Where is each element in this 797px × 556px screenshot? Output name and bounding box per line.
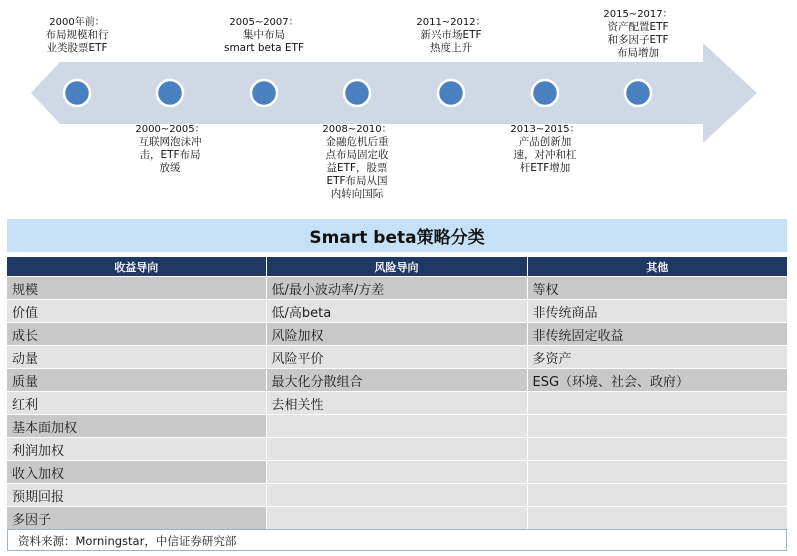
- table-cell: [266, 484, 527, 507]
- table-row: [7, 346, 787, 369]
- table-header-row: [7, 257, 787, 277]
- table-row: [7, 415, 787, 438]
- table-row: [7, 438, 787, 461]
- table-cell: [527, 461, 787, 484]
- timeline-dot: [64, 80, 90, 106]
- milestone-period: 2005~2007：: [229, 17, 299, 28]
- table-cell: 低/最小波动率/方差: [266, 277, 527, 300]
- timeline: [0, 0, 797, 215]
- table-cell: [527, 484, 787, 507]
- timeline-milestone: [22, 16, 132, 55]
- timeline-dot: [532, 80, 558, 106]
- table-cell: 去相关性: [266, 392, 527, 415]
- table-row: [7, 392, 787, 415]
- milestone-period: 2011~2012：: [416, 17, 486, 28]
- milestone-description: 金融危机后重 点布局固定收 益ETF，股票 ETF布局从国 内转向国际: [325, 136, 389, 200]
- table-row: [7, 484, 787, 507]
- table-cell: [266, 507, 527, 530]
- table-cell: ESG（环境、社会、政府）: [527, 369, 787, 392]
- header-return: 收益导向: [7, 257, 266, 277]
- table-cell: [266, 415, 527, 438]
- timeline-milestone: [490, 123, 600, 175]
- milestone-period: 2013~2015：: [510, 124, 580, 135]
- table-cell: 动量: [7, 346, 266, 369]
- header-other: 其他: [527, 257, 787, 277]
- milestone-period: 2000年前：: [49, 17, 105, 28]
- timeline-milestone: [209, 16, 319, 55]
- table-row: [7, 300, 787, 323]
- table-cell: 多资产: [527, 346, 787, 369]
- timeline-milestone: [302, 123, 412, 201]
- table-cell: 非传统商品: [527, 300, 787, 323]
- table-row: [7, 461, 787, 484]
- table-cell: 价值: [7, 300, 266, 323]
- table-cell: 等权: [527, 277, 787, 300]
- table-cell: 质量: [7, 369, 266, 392]
- table-title: Smart beta策略分类: [7, 219, 787, 252]
- table-cell: 非传统固定收益: [527, 323, 787, 346]
- timeline-dot: [344, 80, 370, 106]
- source-note: 资料来源：Morningstar，中信证券研究部: [7, 529, 787, 551]
- table-cell: 成长: [7, 323, 266, 346]
- table-cell: [527, 415, 787, 438]
- table-cell: 最大化分散组合: [266, 369, 527, 392]
- table-cell: 规模: [7, 277, 266, 300]
- table-cell: 利润加权: [7, 438, 266, 461]
- timeline-dot: [251, 80, 277, 106]
- milestone-period: 2000~2005：: [135, 124, 205, 135]
- table-cell: 收入加权: [7, 461, 266, 484]
- table-cell: 低/高beta: [266, 300, 527, 323]
- table-row: [7, 323, 787, 346]
- timeline-dot: [625, 80, 651, 106]
- table-cell: 预期回报: [7, 484, 266, 507]
- milestone-period: 2008~2010：: [322, 124, 392, 135]
- timeline-milestone: [115, 123, 225, 175]
- timeline-dot: [438, 80, 464, 106]
- milestone-period: 2015~2017：: [603, 9, 673, 20]
- table-cell: [527, 392, 787, 415]
- milestone-description: 集中布局 smart beta ETF: [223, 29, 304, 54]
- table-cell: [266, 438, 527, 461]
- table-cell: 红利: [7, 392, 266, 415]
- timeline-milestone: [583, 8, 693, 60]
- header-risk: 风险导向: [266, 257, 527, 277]
- milestone-description: 布局规模和行 业类股票ETF: [45, 29, 109, 54]
- timeline-dot: [157, 80, 183, 106]
- table-cell: 风险平价: [266, 346, 527, 369]
- milestone-description: 互联网泡沫冲 击，ETF布局 放缓: [138, 136, 202, 174]
- table-cell: [527, 438, 787, 461]
- table-row: [7, 369, 787, 392]
- table-cell: 基本面加权: [7, 415, 266, 438]
- smart-beta-table: [7, 257, 787, 529]
- milestone-description: 新兴市场ETF 热度上升: [420, 29, 482, 54]
- table-cell: [527, 507, 787, 530]
- milestone-description: 产品创新加 速，对冲和杠 杆ETF增加: [513, 136, 577, 174]
- timeline-milestone: [396, 16, 506, 55]
- table-row: [7, 277, 787, 300]
- milestone-description: 资产配置ETF 和多因子ETF 布局增加: [607, 21, 669, 59]
- table-row: [7, 507, 787, 530]
- table-cell: [266, 461, 527, 484]
- table-cell: 风险加权: [266, 323, 527, 346]
- table-cell: 多因子: [7, 507, 266, 530]
